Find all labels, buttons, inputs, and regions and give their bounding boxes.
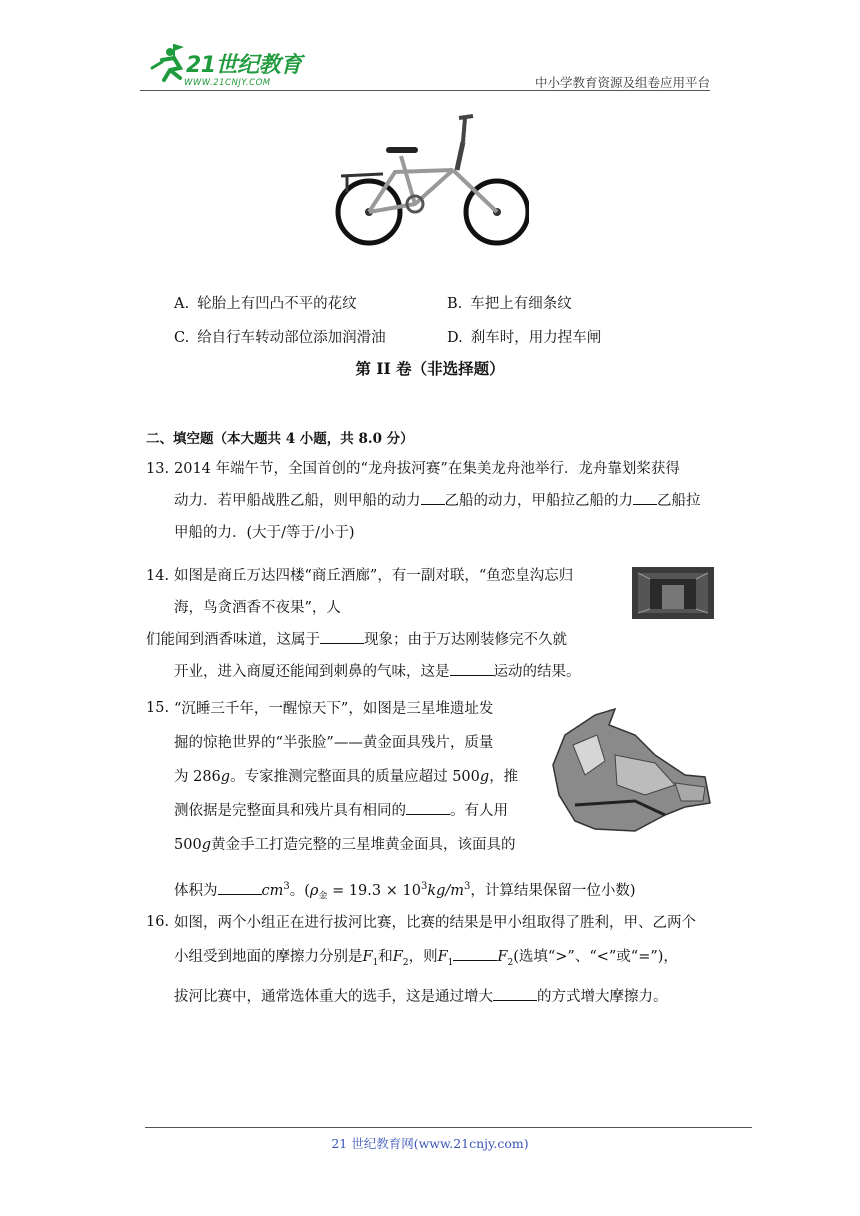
q16-text: 拔河比赛中，通常选体重大的选手，这是通过增大 — [174, 988, 493, 1005]
question-16 — [146, 906, 736, 1014]
math-unit: g — [479, 769, 490, 785]
math-unit: kg/m — [427, 882, 465, 899]
option-b-text: 车把上有细条纹 — [470, 296, 572, 312]
answer-blank[interactable] — [453, 946, 497, 961]
q15-text: 黄金手工打造完整的三星堆黄金面具，该面具的 — [210, 837, 516, 853]
option-a-label: A. — [174, 296, 190, 312]
q15-text: 为 286 — [174, 769, 221, 785]
answer-blank[interactable] — [450, 661, 494, 676]
section-title: 第 II 卷（非选择题） — [355, 359, 505, 378]
q15-text: 。有人用 — [450, 803, 508, 819]
option-c-text: 给自行车转动部位添加润滑油 — [197, 330, 386, 346]
math-subscript: 金 — [318, 891, 328, 902]
part-heading: 二、填空题（本大题共 4 小题，共 8.0 分） — [146, 431, 414, 447]
option-a — [174, 292, 357, 313]
math-subscript: 2 — [507, 957, 514, 968]
header-divider — [140, 90, 710, 91]
q15-line1: “沉睡三千年，一醒惊天下”，如图是三星堆遗址发 — [174, 701, 494, 717]
q14-line3 — [146, 624, 726, 656]
q16-line1: 如图，两个小组正在进行拔河比赛，比赛的结果是甲小组取得了胜利，甲、乙两个 — [174, 915, 696, 931]
question-13 — [146, 453, 726, 549]
answer-blank[interactable] — [493, 986, 537, 1001]
q15-text: 。( — [289, 882, 310, 899]
math-exponent: 3 — [420, 881, 428, 892]
option-b-label: B. — [447, 296, 463, 312]
q16-text: 的方式增大摩擦力。 — [537, 988, 668, 1005]
q13-text: 乙船的动力，甲船拉乙船的力 — [444, 493, 633, 509]
footer-divider — [145, 1127, 752, 1128]
q14-text: 现象；由于万达刚装修完不久就 — [364, 632, 567, 648]
math-symbol: F — [392, 949, 403, 965]
q16-text: ，则 — [408, 949, 438, 965]
q15-text: 体积为 — [174, 882, 218, 899]
math-symbol: F — [437, 949, 448, 965]
math-subscript: 2 — [402, 957, 409, 968]
q14-text: 运动的结果。 — [493, 664, 581, 680]
q14-text: 们能闻到酒香味道，这属于 — [146, 632, 320, 648]
q15-text: 测依据是完整面具和残片具有相同的 — [174, 803, 406, 819]
q15-text: = 19.3 × 10 — [327, 882, 421, 899]
option-b — [447, 292, 572, 313]
q14-line1: 如图是商丘万达四楼“商丘酒廊”，有一副对联，“鱼恋皇沟忘归 — [174, 568, 574, 584]
question-number: 14. — [146, 568, 170, 584]
q16-text: (选填“>”、“<”或“=”)， — [513, 949, 678, 965]
q13-line1: 2014 年端午节，全国首创的“龙舟拔河赛”在集美龙舟池举行．龙舟靠划桨获得 — [174, 461, 680, 477]
answer-blank[interactable] — [320, 629, 364, 644]
logo-subtext: WWW.21CNJY.COM — [184, 78, 271, 88]
answer-blank[interactable] — [406, 800, 450, 815]
wine-gallery-image — [632, 567, 714, 619]
logo-text: 21世纪教育 — [186, 53, 302, 78]
math-subscript: 1 — [372, 957, 379, 968]
q16-text: 小组受到地面的摩擦力分别是 — [174, 949, 363, 965]
answer-blank[interactable] — [633, 490, 657, 505]
question-number: 13. — [146, 461, 170, 477]
q16-line2 — [174, 940, 736, 980]
answer-blank[interactable] — [421, 490, 445, 505]
q14-text: 开业，进入商厦还能闻到刺鼻的气味，这是 — [174, 664, 450, 680]
q16-text: 和 — [378, 949, 393, 965]
bicycle-image — [333, 112, 529, 248]
q15-text: ，计算结果保留一位小数) — [470, 882, 636, 899]
question-number: 15. — [146, 700, 170, 716]
gold-mask-image — [545, 705, 715, 837]
q15-line2: 掘的惊艳世界的“半张脸”——黄金面具残片，质量 — [174, 735, 494, 751]
q15-text: 500 — [174, 837, 202, 853]
option-d-label: D. — [447, 330, 463, 346]
option-d-text: 刹车时，用力捏车闸 — [470, 330, 602, 346]
q14-line2: 海，鸟贪酒香不夜果”，人 — [174, 600, 341, 616]
footer-link[interactable]: 21 世纪教育网(www.21cnjy.com) — [331, 1136, 529, 1151]
q15-text: ，推 — [489, 769, 519, 785]
math-unit: g — [220, 769, 231, 785]
math-symbol: F — [497, 949, 508, 965]
math-unit: g — [201, 837, 211, 853]
option-a-text: 轮胎上有凹凸不平的花纹 — [197, 296, 357, 312]
math-exponent: 3 — [283, 881, 290, 892]
q13-line3: 甲船的力．(大于/等于/小于) — [174, 525, 355, 541]
math-subscript: 1 — [447, 957, 454, 968]
option-c-label: C. — [174, 330, 190, 346]
math-symbol: F — [362, 949, 373, 965]
q13-text: 动力．若甲船战胜乙船，则甲船的动力 — [174, 493, 421, 509]
q13-line2 — [174, 485, 726, 517]
option-c — [174, 326, 386, 347]
math-exponent: 3 — [464, 881, 471, 892]
q16-line3 — [174, 980, 736, 1014]
option-d — [447, 326, 601, 347]
answer-blank[interactable] — [218, 880, 262, 895]
q14-line4 — [174, 656, 726, 688]
q13-text: 乙船拉 — [657, 493, 701, 509]
math-unit: cm — [261, 882, 284, 899]
question-number: 16. — [146, 914, 170, 930]
q15-text: 。专家推测完整面具的质量应超过 500 — [230, 769, 480, 785]
math-symbol: ρ — [309, 882, 319, 899]
header-tagline: 中小学教育资源及组卷应用平台 — [534, 75, 710, 90]
